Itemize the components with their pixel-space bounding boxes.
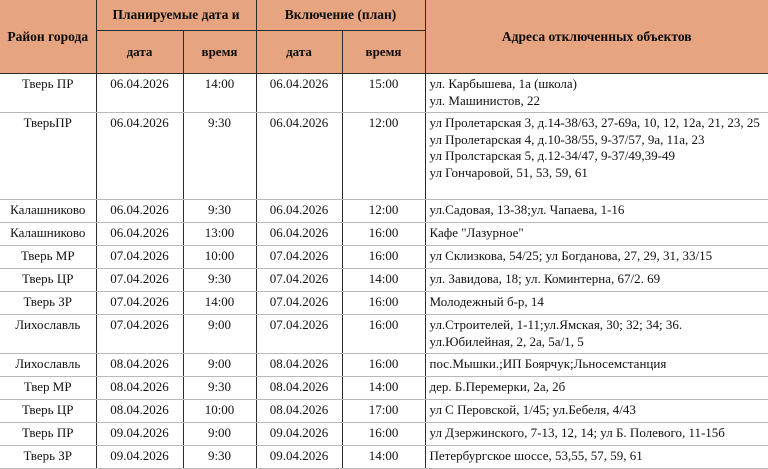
cell-district: ТверьПР xyxy=(0,113,96,200)
cell-district: Твер МР xyxy=(0,377,96,400)
cell-restore-date: 08.04.2026 xyxy=(256,377,342,400)
cell-planned-time: 9:00 xyxy=(183,315,256,354)
cell-district: Лихославль xyxy=(0,354,96,377)
cell-planned-time: 13:00 xyxy=(183,223,256,246)
address-line: ул.Юбилейная, 2, 2а, 5а/1, 5 xyxy=(429,333,584,349)
table-row xyxy=(0,423,768,446)
cell-restore-time: 15:00 xyxy=(342,74,425,113)
cell-restore-time: 16:00 xyxy=(342,354,425,377)
table-row xyxy=(0,246,768,269)
table-row xyxy=(0,446,768,469)
column-group-header-planned-outage: Планируемые дата и xyxy=(96,0,256,31)
cell-addresses xyxy=(425,269,768,292)
address-line: пос.Мышки.;ИП Боярчук;Льносемстанция xyxy=(429,356,667,371)
cell-addresses xyxy=(425,446,768,469)
cell-restore-date: 06.04.2026 xyxy=(256,200,342,223)
cell-planned-date: 08.04.2026 xyxy=(96,377,183,400)
cell-planned-time: 9:30 xyxy=(183,113,256,200)
cell-restore-time: 12:00 xyxy=(342,113,425,200)
cell-planned-date: 06.04.2026 xyxy=(96,74,183,113)
cell-district: Тверь ЗР xyxy=(0,446,96,469)
cell-district: Тверь ЗР xyxy=(0,292,96,315)
table-row xyxy=(0,292,768,315)
cell-planned-date: 06.04.2026 xyxy=(96,223,183,246)
cell-district: Калашниково xyxy=(0,200,96,223)
column-header-restore-time: время xyxy=(342,31,425,74)
address-line: ул Дзержинского, 7-13, 12, 14; ул Б. Полевого, 11-15б xyxy=(429,425,725,440)
cell-restore-time: 16:00 xyxy=(342,292,425,315)
cell-district: Калашниково xyxy=(0,223,96,246)
address-line: ул С Перовской, 1/45; ул.Бебеля, 4/43 xyxy=(429,402,636,417)
cell-restore-time: 14:00 xyxy=(342,269,425,292)
cell-addresses xyxy=(425,113,768,200)
cell-planned-date: 08.04.2026 xyxy=(96,400,183,423)
table-row xyxy=(0,315,768,354)
table-row xyxy=(0,400,768,423)
address-line: ул Пролетарская 3, д.14-38/63, 27-69а, 10, 12, 12а, 21, 23, 25 xyxy=(429,115,760,130)
address-line: ул Гончаровой, 51, 53, 59, 61 xyxy=(429,164,588,180)
cell-addresses xyxy=(425,246,768,269)
table-row xyxy=(0,74,768,113)
table-row xyxy=(0,113,768,200)
cell-planned-time: 14:00 xyxy=(183,292,256,315)
cell-planned-time: 9:00 xyxy=(183,354,256,377)
column-header-planned-date: дата xyxy=(96,31,183,74)
cell-restore-time: 16:00 xyxy=(342,246,425,269)
address-line: ул Пролстарская 5, д.12-34/47, 9-37/49,39-49 xyxy=(429,148,675,164)
cell-district: Тверь ПР xyxy=(0,423,96,446)
cell-district: Тверь ПР xyxy=(0,74,96,113)
table-row xyxy=(0,377,768,400)
cell-restore-date: 07.04.2026 xyxy=(256,246,342,269)
cell-planned-date: 06.04.2026 xyxy=(96,113,183,200)
address-line: Молодежный б-р, 14 xyxy=(429,294,544,309)
column-header-restore-date: дата xyxy=(256,31,342,74)
table-row xyxy=(0,354,768,377)
address-line: ул. Машинистов, 22 xyxy=(429,92,541,108)
cell-planned-time: 10:00 xyxy=(183,400,256,423)
table-row xyxy=(0,223,768,246)
cell-restore-date: 08.04.2026 xyxy=(256,400,342,423)
cell-restore-time: 16:00 xyxy=(342,315,425,354)
cell-planned-time: 9:30 xyxy=(183,269,256,292)
cell-restore-time: 14:00 xyxy=(342,446,425,469)
cell-planned-time: 10:00 xyxy=(183,246,256,269)
address-line: ул.Строителей, 1-11;ул.Ямская, 30; 32; 34; 36. xyxy=(429,317,683,332)
address-line: ул Склизкова, 54/25; ул Богданова, 27, 29, 31, 33/15 xyxy=(429,248,713,263)
cell-planned-date: 09.04.2026 xyxy=(96,446,183,469)
column-header-district: Район города xyxy=(0,0,96,74)
cell-addresses xyxy=(425,315,768,354)
header-row-groups xyxy=(0,0,768,31)
cell-planned-date: 09.04.2026 xyxy=(96,423,183,446)
cell-restore-date: 08.04.2026 xyxy=(256,354,342,377)
address-line: ул.Садовая, 13-38;ул. Чапаева, 1-16 xyxy=(429,202,625,217)
table-body xyxy=(0,74,768,469)
cell-restore-date: 07.04.2026 xyxy=(256,269,342,292)
cell-restore-date: 07.04.2026 xyxy=(256,315,342,354)
address-line: Петербургское шоссе, 53,55, 57, 59, 61 xyxy=(429,448,643,463)
cell-district: Тверь ЦР xyxy=(0,269,96,292)
cell-planned-date: 07.04.2026 xyxy=(96,269,183,292)
cell-planned-date: 06.04.2026 xyxy=(96,200,183,223)
cell-restore-time: 12:00 xyxy=(342,200,425,223)
cell-planned-time: 9:30 xyxy=(183,377,256,400)
cell-addresses xyxy=(425,423,768,446)
cell-addresses xyxy=(425,74,768,113)
cell-restore-date: 09.04.2026 xyxy=(256,423,342,446)
cell-district: Лихославль xyxy=(0,315,96,354)
cell-addresses xyxy=(425,354,768,377)
cell-restore-time: 16:00 xyxy=(342,423,425,446)
cell-planned-date: 07.04.2026 xyxy=(96,292,183,315)
cell-addresses xyxy=(425,400,768,423)
cell-addresses xyxy=(425,200,768,223)
address-line: дер. Б.Перемерки, 2а, 2б xyxy=(429,379,566,394)
cell-addresses xyxy=(425,292,768,315)
cell-planned-time: 14:00 xyxy=(183,74,256,113)
address-line: Кафе "Лазурное" xyxy=(429,225,524,240)
cell-restore-date: 06.04.2026 xyxy=(256,113,342,200)
cell-addresses xyxy=(425,377,768,400)
cell-restore-time: 17:00 xyxy=(342,400,425,423)
cell-restore-date: 09.04.2026 xyxy=(256,446,342,469)
cell-addresses xyxy=(425,223,768,246)
cell-planned-time: 9:30 xyxy=(183,200,256,223)
cell-planned-date: 07.04.2026 xyxy=(96,315,183,354)
cell-restore-date: 06.04.2026 xyxy=(256,223,342,246)
table-row xyxy=(0,200,768,223)
cell-district: Тверь МР xyxy=(0,246,96,269)
cell-restore-time: 14:00 xyxy=(342,377,425,400)
cell-planned-time: 9:00 xyxy=(183,423,256,446)
address-line: ул. Карбышева, 1а (школа) xyxy=(429,76,577,91)
cell-restore-date: 07.04.2026 xyxy=(256,292,342,315)
address-line: ул. Завидова, 18; ул. Коминтерна, 67/2. 69 xyxy=(429,271,661,286)
column-header-addresses: Адреса отключенных объектов xyxy=(425,0,768,74)
column-header-planned-time: время xyxy=(183,31,256,74)
cell-district: Тверь ЦР xyxy=(0,400,96,423)
address-line: ул Пролетарская 4, д.10-38/55, 9-37/57, 9а, 11а, 23 xyxy=(429,131,705,147)
column-group-header-restore: Включение (план) xyxy=(256,0,425,31)
cell-planned-time: 9:30 xyxy=(183,446,256,469)
table-header xyxy=(0,0,768,74)
cell-planned-date: 08.04.2026 xyxy=(96,354,183,377)
cell-planned-date: 07.04.2026 xyxy=(96,246,183,269)
cell-restore-time: 16:00 xyxy=(342,223,425,246)
table-row xyxy=(0,269,768,292)
cell-restore-date: 06.04.2026 xyxy=(256,74,342,113)
